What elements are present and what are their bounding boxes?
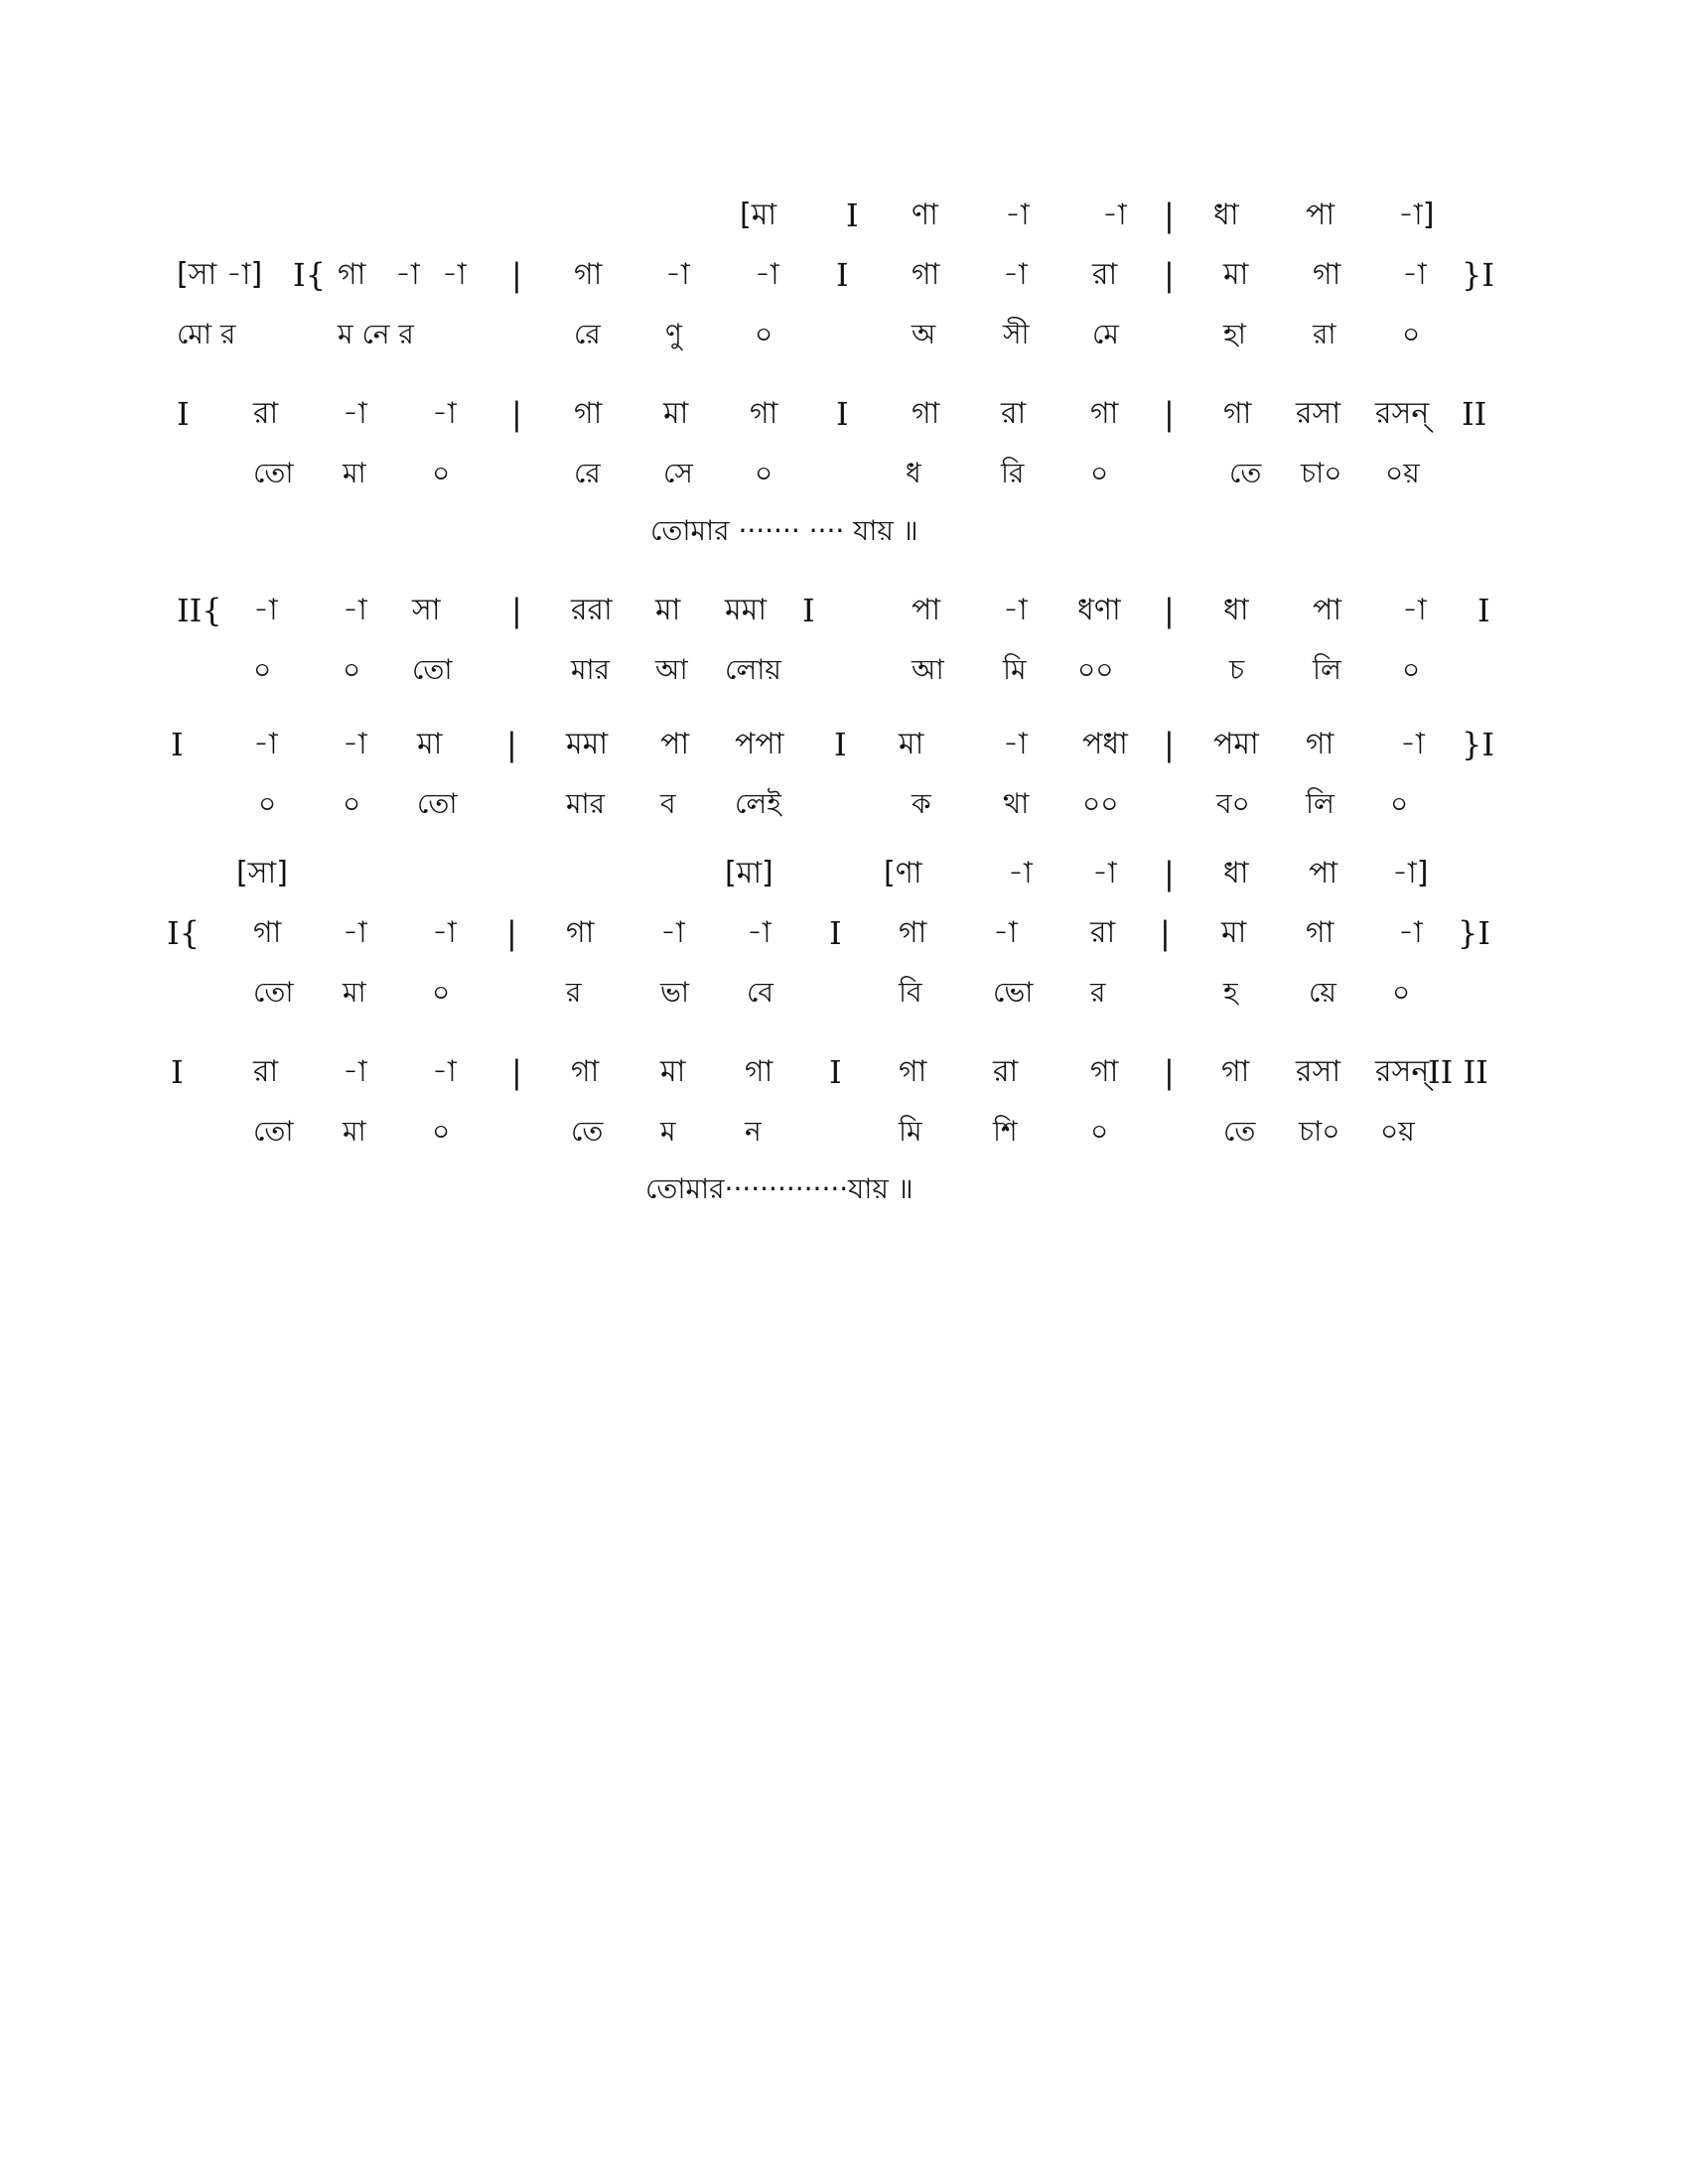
- lyric-syllable: সী: [1003, 318, 1030, 350]
- bar-line: |: [506, 914, 517, 952]
- bar-line: I: [171, 1053, 184, 1091]
- note: পধা: [1082, 727, 1128, 761]
- note: -া: [1402, 593, 1427, 627]
- note: মমা: [725, 593, 768, 627]
- lyric-syllable: মো র: [177, 318, 236, 350]
- lyric-syllable: মার: [566, 787, 606, 820]
- lyric-syllable: ক: [912, 787, 931, 820]
- bar-line: }I: [1462, 256, 1494, 294]
- lyric-syllable: ০য়: [1385, 457, 1420, 489]
- notation-row-5: [0, 911, 1688, 961]
- note: গা: [912, 257, 940, 292]
- lyric-syllable: বি: [899, 976, 922, 1009]
- lyric-syllable: র: [1090, 976, 1106, 1009]
- refrain-text: তোমার··············যায় ॥: [645, 1172, 914, 1205]
- lyric-syllable: অ: [912, 318, 936, 350]
- lyric-syllable: বে: [747, 976, 774, 1009]
- lyric-syllable: তো: [253, 976, 294, 1009]
- bar-line: I: [846, 197, 859, 234]
- refrain-row-2: [0, 1167, 1688, 1217]
- note: রা: [1092, 257, 1118, 292]
- note: রা: [1090, 915, 1116, 950]
- note: ধা: [1213, 198, 1239, 232]
- bar-line: I: [829, 1053, 842, 1091]
- note: গা: [1306, 727, 1335, 761]
- lyric-syllable: আ: [655, 653, 688, 686]
- lyric-row-2: [0, 452, 1688, 501]
- lyric-syllable: আ: [912, 653, 944, 686]
- note: -া: [993, 915, 1018, 950]
- note: মা: [655, 593, 681, 627]
- note: ররা: [571, 593, 613, 627]
- lyric-syllable: হা: [1223, 318, 1246, 350]
- note: পা: [912, 593, 941, 627]
- note: ণা: [912, 198, 938, 232]
- lyric-syllable: ণু: [665, 318, 682, 350]
- alt-notation-row-1: [0, 194, 1688, 243]
- lyric-syllable: ০: [432, 976, 451, 1009]
- note: গা: [745, 1054, 774, 1089]
- lyric-syllable: ০: [1090, 457, 1109, 489]
- lyric-syllable: তো: [253, 457, 294, 489]
- note: রা: [253, 396, 279, 431]
- bar-line: |: [1164, 1053, 1175, 1091]
- note: -া: [1008, 856, 1033, 890]
- note: -া: [660, 915, 685, 950]
- lyric-syllable: ব০: [1216, 787, 1250, 820]
- note: রসা: [1296, 396, 1341, 431]
- lyric-syllable: ০: [1090, 1115, 1109, 1148]
- note: [মা]: [725, 856, 774, 890]
- bar-line: I: [1477, 592, 1490, 629]
- notation-row-3: [0, 589, 1688, 638]
- note: মা: [1221, 915, 1247, 950]
- notation-row-1: [0, 253, 1688, 303]
- lyric-syllable: মা: [343, 1115, 366, 1148]
- note: -া: [665, 257, 690, 292]
- lyric-syllable: ০য়: [1380, 1115, 1415, 1148]
- note: মমা: [566, 727, 609, 761]
- note: রা: [253, 1054, 279, 1089]
- note: পপা: [735, 727, 784, 761]
- note: পা: [1309, 856, 1338, 890]
- note: মা: [417, 727, 443, 761]
- note: -া: [442, 257, 467, 292]
- lyric-row-3: [0, 648, 1688, 698]
- lyric-row-4: [0, 782, 1688, 832]
- lyric-syllable: ০০: [1082, 787, 1119, 820]
- note: -া: [432, 1054, 457, 1089]
- lyric-syllable: ০: [432, 1115, 451, 1148]
- lyric-syllable: লেই: [735, 787, 781, 820]
- note: -া: [343, 593, 367, 627]
- bar-line: II II: [1428, 1053, 1488, 1091]
- lyric-syllable: তে: [571, 1115, 604, 1148]
- lyric-syllable: ০: [343, 787, 361, 820]
- bar-line: |: [511, 256, 522, 294]
- note: -া: [1003, 257, 1028, 292]
- bar-line: |: [1160, 914, 1171, 952]
- lyric-syllable: থা: [1003, 787, 1030, 820]
- note: -া: [1003, 593, 1028, 627]
- bar-line: I{: [293, 256, 326, 294]
- lyric-syllable: রে: [574, 457, 601, 489]
- lyric-syllable: চ: [1229, 653, 1245, 686]
- lyric-syllable: মার: [571, 653, 611, 686]
- note: -া: [1402, 257, 1427, 292]
- lyric-syllable: ভা: [660, 976, 689, 1009]
- bar-line: I: [177, 395, 190, 433]
- lyric-syllable: চা০: [1301, 457, 1342, 489]
- refrain-row-1: [0, 509, 1688, 559]
- bar-line: I: [171, 726, 184, 763]
- lyric-syllable: ০: [1392, 976, 1411, 1009]
- lyric-syllable: ০: [1402, 318, 1421, 350]
- note: গা: [1090, 1054, 1119, 1089]
- lyric-syllable: মি: [899, 1115, 922, 1148]
- note: -া: [343, 396, 367, 431]
- note: রা: [993, 1054, 1019, 1089]
- note: পা: [1313, 593, 1342, 627]
- note: পমা: [1213, 727, 1259, 761]
- bar-line: I{: [167, 914, 200, 952]
- note: গা: [1313, 257, 1341, 292]
- note: গা: [1221, 1054, 1250, 1089]
- note: -া: [432, 396, 457, 431]
- lyric-syllable: শি: [993, 1115, 1018, 1148]
- bar-line: I: [836, 395, 849, 433]
- lyric-syllable: তো: [417, 787, 458, 820]
- lyric-syllable: ০: [253, 653, 272, 686]
- bar-line: I: [836, 256, 849, 294]
- lyric-syllable: হ: [1223, 976, 1238, 1009]
- bar-line: |: [511, 592, 522, 629]
- lyric-syllable: ০: [258, 787, 277, 820]
- notation-row-2: [0, 392, 1688, 442]
- note: [সা]: [236, 856, 288, 890]
- note: [সা -া]: [177, 257, 263, 292]
- note: [ণা: [884, 856, 922, 890]
- note: [মা: [740, 198, 777, 232]
- note: -া: [432, 915, 457, 950]
- bar-line: I: [802, 592, 815, 629]
- lyric-syllable: র: [566, 976, 582, 1009]
- bar-line: |: [1164, 256, 1175, 294]
- note: -া: [1005, 198, 1030, 232]
- lyric-syllable: ন: [745, 1115, 762, 1148]
- bar-line: |: [1164, 855, 1175, 892]
- lyric-syllable: ০: [1402, 653, 1421, 686]
- note: ধা: [1223, 856, 1249, 890]
- note: -া: [343, 915, 367, 950]
- lyric-syllable: তো: [253, 1115, 294, 1148]
- lyric-syllable: ধ: [906, 457, 921, 489]
- lyric-syllable: ০: [343, 653, 361, 686]
- bar-line: II{: [177, 592, 222, 629]
- lyric-syllable: ভো: [993, 976, 1034, 1009]
- note: গা: [899, 915, 927, 950]
- note: পা: [1306, 198, 1336, 232]
- lyric-row-1: [0, 313, 1688, 362]
- note: ধা: [1223, 593, 1249, 627]
- note: রসা: [1296, 1054, 1341, 1089]
- lyric-syllable: য়ে: [1309, 976, 1336, 1009]
- note: -া: [755, 257, 779, 292]
- lyric-syllable: চা০: [1299, 1115, 1340, 1148]
- note: -া]: [1398, 198, 1435, 232]
- bar-line: I: [834, 726, 847, 763]
- bar-line: I: [829, 914, 842, 952]
- note: -া: [1398, 915, 1423, 950]
- note: গা: [899, 1054, 927, 1089]
- lyric-syllable: ব: [660, 787, 676, 820]
- notation-row-6: [0, 1050, 1688, 1100]
- note: -া: [343, 1054, 367, 1089]
- note: -া: [1102, 198, 1127, 232]
- bar-line: |: [1164, 197, 1175, 234]
- lyric-syllable: ম নে র: [338, 318, 414, 350]
- note: মা: [663, 396, 689, 431]
- note: রসন্: [1375, 1054, 1430, 1089]
- bar-line: }I: [1462, 726, 1494, 763]
- note: গা: [571, 1054, 600, 1089]
- note: গা: [566, 915, 595, 950]
- note: গা: [338, 257, 366, 292]
- bar-line: |: [511, 395, 522, 433]
- bar-line: |: [1164, 726, 1175, 763]
- note: মা: [660, 1054, 686, 1089]
- lyric-syllable: রে: [574, 318, 601, 350]
- note: গা: [574, 396, 603, 431]
- lyric-syllable: মা: [343, 457, 366, 489]
- note: পা: [660, 727, 690, 761]
- lyric-syllable: ০: [755, 457, 774, 489]
- refrain-text: তোমার ······· ···· যায় ॥: [650, 514, 918, 547]
- lyric-syllable: ০: [755, 318, 774, 350]
- note: গা: [750, 396, 778, 431]
- lyric-syllable: মা: [343, 976, 366, 1009]
- lyric-syllable: তো: [412, 653, 453, 686]
- lyric-syllable: রা: [1313, 318, 1336, 350]
- bar-line: |: [511, 1053, 522, 1091]
- lyric-syllable: রি: [1001, 457, 1025, 489]
- note: -া]: [1392, 856, 1429, 890]
- lyric-syllable: ০০: [1077, 653, 1114, 686]
- lyric-syllable: মি: [1003, 653, 1027, 686]
- note: গা: [1090, 396, 1119, 431]
- lyric-syllable: সে: [663, 457, 693, 489]
- note: -া: [343, 727, 367, 761]
- bar-line: II: [1462, 395, 1487, 433]
- bar-line: |: [1164, 592, 1175, 629]
- note: মা: [1223, 257, 1249, 292]
- note: সা: [412, 593, 441, 627]
- note: -া: [253, 727, 278, 761]
- bar-line: |: [1164, 395, 1175, 433]
- note: -া: [1003, 727, 1028, 761]
- note: -া: [1400, 727, 1425, 761]
- lyric-row-6: [0, 1110, 1688, 1160]
- lyric-syllable: ম: [660, 1115, 676, 1148]
- bar-line: |: [506, 726, 517, 763]
- lyric-syllable: তে: [1229, 457, 1262, 489]
- lyric-syllable: ০: [432, 457, 451, 489]
- note: রা: [1001, 396, 1027, 431]
- lyric-syllable: লি: [1306, 787, 1335, 820]
- note: গা: [574, 257, 603, 292]
- notation-row-4: [0, 723, 1688, 772]
- lyric-syllable: মে: [1092, 318, 1119, 350]
- note: গা: [253, 915, 282, 950]
- note: -া: [253, 593, 278, 627]
- lyric-syllable: লি: [1313, 653, 1341, 686]
- note: রসন্: [1375, 396, 1430, 431]
- lyric-row-5: [0, 971, 1688, 1021]
- lyric-syllable: তে: [1223, 1115, 1256, 1148]
- note: মা: [899, 727, 924, 761]
- note: -া: [1092, 856, 1117, 890]
- note: ধণা: [1077, 593, 1121, 627]
- lyric-syllable: ০: [1390, 787, 1409, 820]
- note: -া: [747, 915, 772, 950]
- note: গা: [1306, 915, 1335, 950]
- lyric-syllable: লোয়: [725, 653, 781, 686]
- note: গা: [912, 396, 940, 431]
- alt-notation-row-2: [0, 852, 1688, 901]
- note: গা: [1223, 396, 1252, 431]
- bar-line: }I: [1458, 914, 1490, 952]
- note: -া: [395, 257, 420, 292]
